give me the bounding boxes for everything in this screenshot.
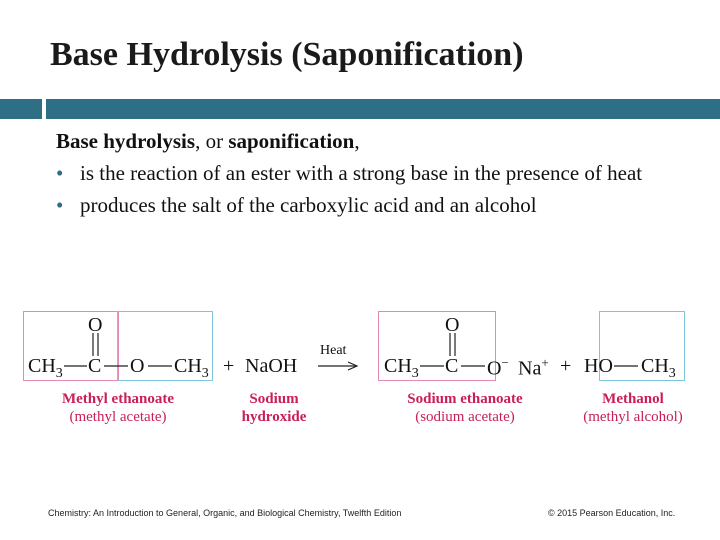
- bullet-icon: •: [56, 193, 64, 217]
- label-methanol: Methanol (methyl alcohol): [583, 391, 683, 425]
- term-base-hydrolysis: Base hydrolysis: [56, 129, 196, 153]
- footer-copyright: © 2015 Pearson Education, Inc.: [548, 508, 676, 518]
- bullet-icon: •: [56, 161, 64, 185]
- carbonyl-oxygen-1: O: [88, 314, 103, 336]
- carbonyl-oxygen-2: O: [445, 314, 460, 336]
- label-sodium-ethanoate: Sodium ethanoate (sodium acetate): [407, 391, 523, 425]
- carbon-1: C: [88, 355, 102, 377]
- term-saponification: saponification: [228, 129, 355, 153]
- methyl-group-1: $CH_3$: [28, 355, 63, 381]
- bullet-text: produces the salt of the carboxylic acid and an alcohol: [80, 193, 537, 217]
- hydroxyl-group: HO: [584, 355, 613, 377]
- heat-label: Heat: [320, 343, 347, 358]
- footer-book-title: Chemistry: An Introduction to General, Organic, and Biological Chemistry, Twelfth Edition: [48, 508, 402, 518]
- intro-end: ,: [354, 129, 360, 153]
- naoh: NaOH: [245, 355, 298, 377]
- carboxylate-oxygen: O−: [487, 355, 509, 380]
- methyl-group-2: $CH_3$: [174, 355, 209, 381]
- slide-title: Base Hydrolysis (Saponification): [50, 36, 524, 73]
- sodium-ion: Na+: [518, 355, 549, 380]
- methyl-group-3: $CH_3$: [384, 355, 419, 381]
- plus-sign-2: +: [560, 355, 572, 377]
- bullet-text: is the reaction of an ester with a strong base in the presence of heat: [80, 161, 643, 185]
- methyl-group-4: $CH_3$: [641, 355, 676, 381]
- carbon-2: C: [445, 355, 459, 377]
- label-sodium-hydroxide: Sodium hydroxide: [241, 391, 307, 425]
- ester-oxygen: O: [130, 355, 145, 377]
- label-methyl-ethanoate: Methyl ethanoate (methyl acetate): [61, 391, 175, 425]
- intro-separator: , or: [195, 129, 229, 153]
- plus-sign-1: +: [223, 355, 235, 377]
